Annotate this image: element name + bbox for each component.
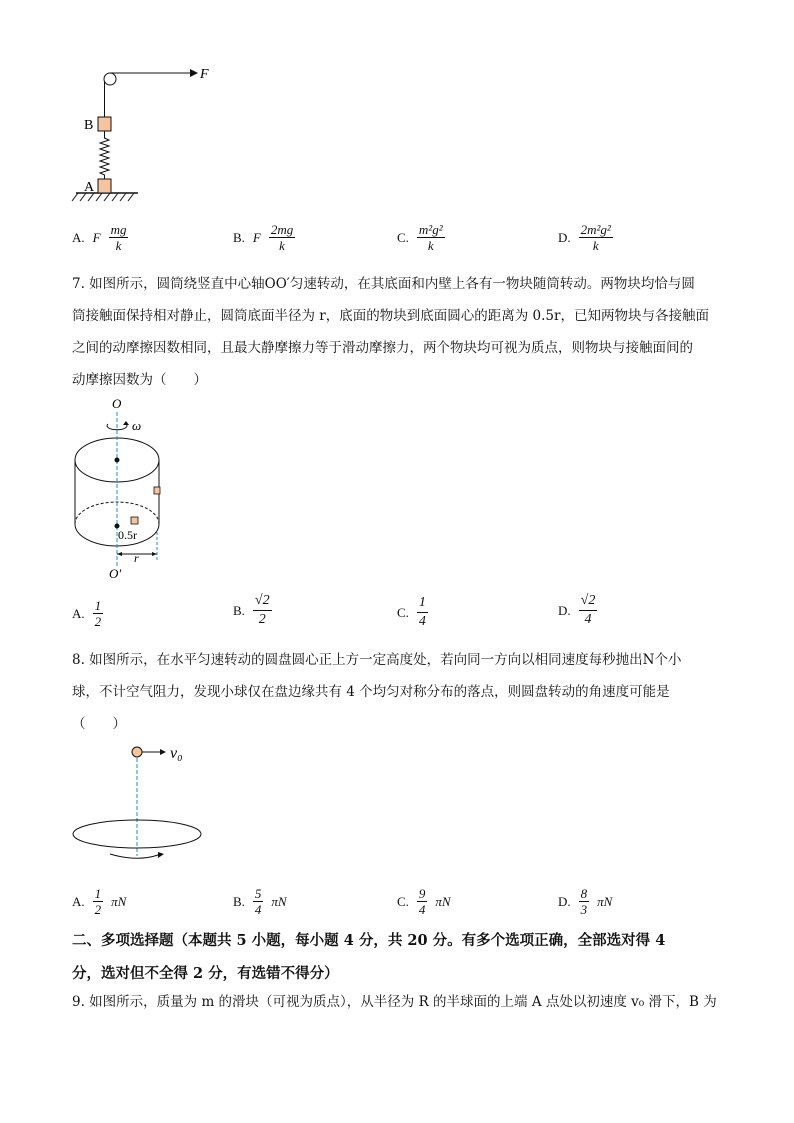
q7-line-4: 动摩擦因数为（ ） (72, 372, 207, 388)
ball (132, 747, 142, 757)
q6-option-c[interactable]: C. $\frac{\text{m²g²}}{k}$ (397, 222, 443, 253)
section-2-line-1: 二、多项选择题（本题共 5 小题，每小题 4 分，共 20 分。有多个选项正确，全部选对得 4 (72, 932, 666, 949)
q6-figure (60, 55, 230, 205)
q8-line-2: 球，不计空气阻力，发现小球仅在盘边缘共有 4 个均匀对称分布的落点，则圆盘转动的角速度可能是 (72, 684, 670, 700)
label-o-prime: O′ (109, 566, 122, 581)
force-label: F (200, 67, 209, 82)
block-b (98, 117, 111, 131)
q9-line-1: 9. 如图所示，质量为 m 的滑块（可视为质点），从半径为 R 的半球面的上端 A 点处以初速度 v₀ 滑下，B 为 (72, 994, 717, 1010)
q6-option-b[interactable]: B. F $\frac{2mg}{k}$ (233, 222, 294, 253)
force-arrow (190, 69, 198, 77)
q9-text (72, 986, 752, 1018)
label-o: O (112, 396, 122, 411)
section-2-heading (72, 924, 732, 990)
label-r: r (134, 551, 139, 565)
label-a: A (84, 180, 95, 195)
q7-line-3: 之间的动摩擦因数相同，且最大静摩擦力等于滑动摩擦力，两个物块均可视为质点，则物块与接触面间的 (72, 340, 693, 356)
label-half-r: 0.5r (118, 528, 137, 542)
q6-option-a[interactable]: A. F $\frac{mg}{k}$ (72, 222, 127, 253)
block-a (98, 179, 111, 193)
label-b: B (84, 118, 94, 133)
q7-option-c[interactable]: C. $\frac{1}{4}$ (397, 595, 426, 629)
q7-text (72, 268, 732, 396)
q7-option-b[interactable]: B. $\frac{√2}{2}$ (233, 593, 270, 627)
q7-figure (60, 392, 180, 582)
label-v0: v₀ (170, 745, 183, 762)
q8-line-3: （ ） (72, 716, 126, 732)
q8-option-c[interactable]: C. $\frac{9}{4}$ πN (397, 886, 451, 917)
rotation-arrow (110, 854, 158, 858)
q7-option-a[interactable]: A. $\frac{1}{2}$ (72, 598, 102, 629)
q8-text (72, 644, 732, 740)
bottom-block (131, 517, 138, 524)
q6-option-d[interactable]: D. $\frac{\text{2m²g²}}{k}$ (558, 222, 611, 253)
pulley (104, 73, 116, 85)
q8-figure (60, 738, 230, 868)
q8-option-b[interactable]: B. $\frac{5}{4}$ πN (233, 886, 287, 917)
spring (100, 131, 109, 179)
wall-block (154, 487, 160, 494)
q8-option-a[interactable]: A. $\frac{1}{2}$ πN (72, 886, 127, 917)
q7-line-2: 筒接触面保持相对静止，圆筒底面半径为 r，底面的物块到底面圆心的距离为 0.5r，已知两物块与各接触面 (72, 308, 709, 324)
q8-option-d[interactable]: D. $\frac{8}{3}$ πN (558, 886, 613, 917)
section-2-line-2: 分，选对但不全得 2 分，有选错不得分） (72, 965, 339, 982)
label-omega: ω (132, 418, 142, 433)
q7-option-d[interactable]: D. $\frac{√2}{4}$ (558, 593, 596, 627)
q7-line-1: 7. 如图所示，圆筒绕竖直中心轴OO′匀速转动，在其底面和内壁上各有一物块随筒转动。两物块均恰与圆 (72, 276, 695, 292)
q8-line-1: 8. 如图所示，在水平匀速转动的圆盘圆心正上方一定高度处，若向同一方向以相同速度每秒抛出N个小 (72, 652, 682, 668)
